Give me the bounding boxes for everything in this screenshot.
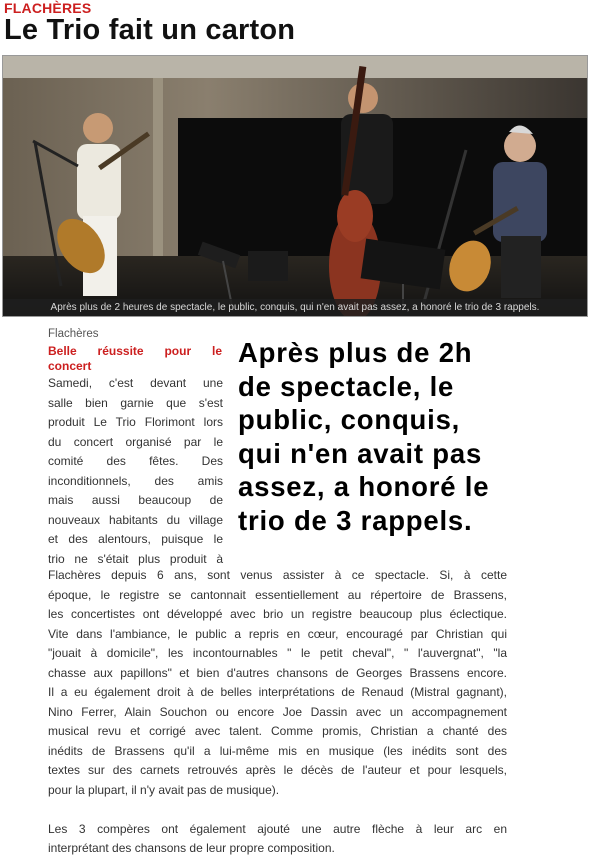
body-line: inconditionnels, des amis (48, 473, 223, 488)
body-line: comité des fêtes. Des (48, 454, 223, 468)
pull-quote (238, 336, 588, 537)
body-line: Les 3 compères ont également ajouté une autre flèche à leur arc en (48, 821, 507, 836)
body-line: pour la plupart, il n'y avait pas de musique). (48, 782, 280, 797)
body-line: chasse aux papillons" et bien d'autres chansons de Georges Brassens encore. (48, 665, 507, 680)
body-line: et des alentours, puisque le (48, 532, 223, 546)
section-kicker: FLACHÈRES (4, 0, 92, 16)
body-line: mais aussi beaucoup de (48, 493, 223, 507)
pull-quote-line: public, conquis, (238, 404, 461, 435)
article-photo (2, 55, 588, 317)
body-line: "jouait à domicile", les incontournables " le petit cheval", " l'auvergnat", "la (48, 646, 507, 660)
body-line: produit Le Trio Florimont lors (48, 415, 223, 429)
body-line: nouveaux habitants du village (48, 512, 223, 527)
body-line: Samedi, c'est devant une (48, 376, 223, 390)
photo-caption: Après plus de 2 heures de spectacle, le public, conquis, qui n'en avait pas assez, a honoré le trio de 3 rappels. (3, 299, 587, 316)
body-line: trio ne s'était plus produit à (48, 551, 223, 566)
concert-photo-illustration (3, 56, 588, 317)
body-text-narrow (48, 374, 223, 569)
body-line: du concert organisé par le (48, 434, 223, 449)
body-line: inédits de Brassens qu'il a lui-même mis en musique (les inédits sont des (48, 743, 507, 758)
body-line: interprétant des chansons de leur propre composition. (48, 841, 335, 855)
body-line: Il a eu également droit à de belles interprétations de Renaud (Mistral gagnant), (48, 685, 507, 699)
location-label: Flachères (48, 328, 99, 340)
article-subheading (48, 344, 222, 374)
pull-quote-line: qui n'en avait pas (238, 437, 483, 469)
body-line: Flachères depuis 6 ans, sont venus assister à ce spectacle. Si, à cette (48, 568, 507, 582)
paragraph-gap (48, 800, 507, 820)
subheading-line: concert (48, 359, 92, 373)
body-text-wide (48, 566, 507, 859)
pull-quote-line: trio de 3 rappels. (238, 504, 473, 536)
pull-quote-line: assez, a honoré le (238, 471, 490, 502)
body-line: musical revu et corrigé avec talent. Comme promis, Christian a chanté des (48, 724, 507, 738)
pull-quote-line: de spectacle, le (238, 370, 455, 402)
body-line: Nino Ferrer, Alain Souchon ou encore Joe Dassin avec un accompagnement (48, 704, 507, 719)
body-line: Vite dans l'ambiance, le public a repris en cœur, encouragé par Christian qui (48, 626, 507, 641)
pull-quote-line: Après plus de 2h (238, 337, 473, 368)
body-line: les concertistes ont développé avec brio un registre beaucoup plus éclectique. (48, 607, 507, 621)
article-headline: Le Trio fait un carton (4, 14, 296, 46)
body-line: époque, le registre se cantonnait essentiellement au répertoire de Brassens, (48, 587, 507, 602)
body-line: textes sur des carnets retrouvés après le décès de l'auteur et pour lesquels, (48, 763, 507, 777)
subheading-line: Belle réussite pour le (48, 344, 222, 358)
body-line: salle bien garnie que s'est (48, 395, 223, 410)
